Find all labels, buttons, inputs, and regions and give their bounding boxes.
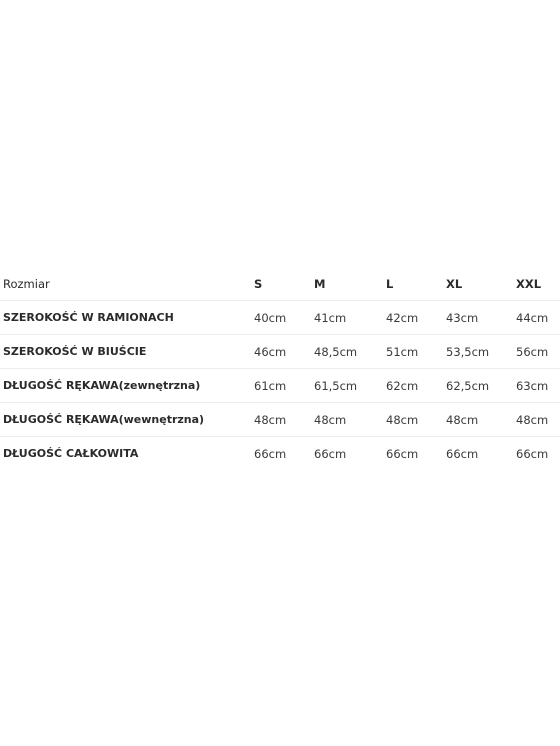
row-label-total-length: DŁUGOŚĆ CAŁKOWITA: [3, 447, 139, 460]
table-cell: 63cm: [516, 369, 560, 403]
table-cell: 48,5cm: [314, 335, 386, 369]
header-size-xl: XL: [446, 268, 516, 301]
table-cell: 51cm: [386, 335, 446, 369]
table-cell: 62,5cm: [446, 369, 516, 403]
header-size-xxl: XXL: [516, 268, 560, 301]
table-cell: 48cm: [386, 403, 446, 437]
size-chart-table: [0, 268, 560, 470]
table-cell: 53,5cm: [446, 335, 516, 369]
table-row: [0, 335, 560, 369]
table-cell: 43cm: [446, 301, 516, 335]
table-cell: 66cm: [386, 446, 419, 461]
row-label-shoulder-width: SZEROKOŚĆ W RAMIONACH: [0, 301, 254, 335]
header-size-m: M: [314, 268, 386, 301]
table-cell: 41cm: [314, 301, 386, 335]
table-cell: 61,5cm: [314, 369, 386, 403]
table-cell: 56cm: [516, 335, 560, 369]
table-cell: 48cm: [446, 403, 516, 437]
table-header-row: [0, 268, 560, 301]
table-cell: 66cm: [446, 446, 479, 461]
table-cell: 61cm: [254, 369, 314, 403]
table-row: [0, 403, 560, 437]
row-label-bust-width: SZEROKOŚĆ W BIUŚCIE: [0, 335, 254, 369]
table-row: [0, 369, 560, 403]
header-size-l: L: [386, 268, 446, 301]
row-label-sleeve-outer: DŁUGOŚĆ RĘKAWA(zewnętrzna): [0, 369, 254, 403]
table-cell: 42cm: [386, 301, 446, 335]
table-cell: 66cm: [254, 446, 287, 461]
table-row: [0, 437, 560, 471]
table-cell: 66cm: [516, 446, 549, 461]
table-cell: 48cm: [254, 403, 314, 437]
table-cell: 66cm: [314, 446, 347, 461]
table-row: [0, 301, 560, 335]
row-label-sleeve-inner: DŁUGOŚĆ RĘKAWA(wewnętrzna): [0, 403, 254, 437]
table-cell: 48cm: [314, 403, 386, 437]
table-cell: 40cm: [254, 301, 314, 335]
header-size-label: Rozmiar: [0, 268, 254, 301]
header-size-s: S: [254, 268, 314, 301]
table-cell: 46cm: [254, 335, 314, 369]
table-cell: 44cm: [516, 301, 560, 335]
table-cell: 62cm: [386, 369, 446, 403]
table-cell: 48cm: [516, 403, 560, 437]
